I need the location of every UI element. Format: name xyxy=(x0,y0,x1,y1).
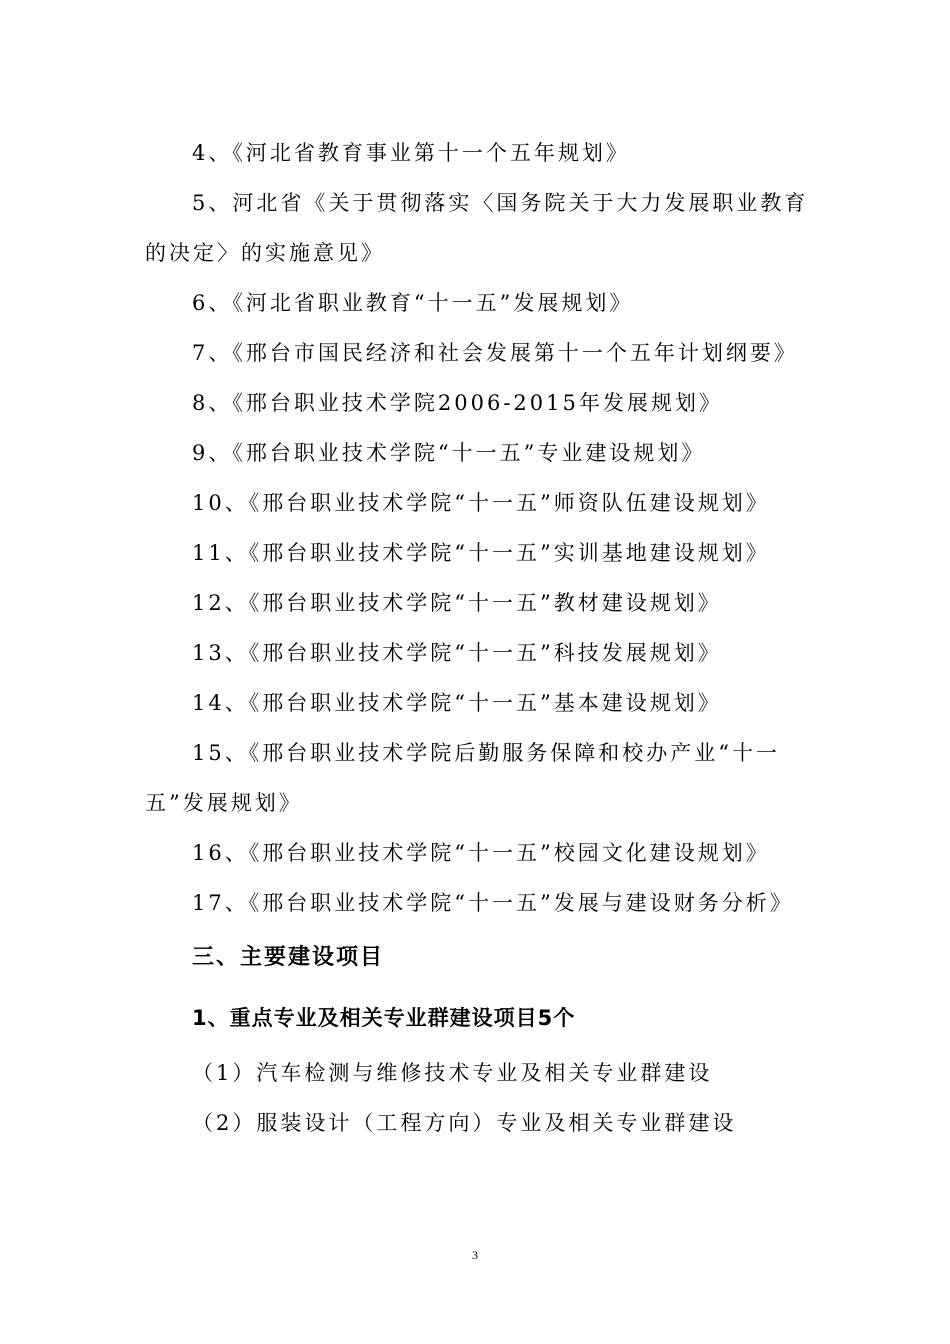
reference-item-17: 17、《邢台职业技术学院“十一五”发展与建设财务分析》 xyxy=(192,891,794,915)
section-subheading: 1、重点专业及相关专业群建设项目5个 xyxy=(192,1006,576,1030)
reference-item-5: 5、河北省《关于贯彻落实〈国务院关于大力发展职业教育的决定〉的实施意见》 xyxy=(145,191,809,265)
reference-item-14: 14、《邢台职业技术学院“十一五”基本建设规划》 xyxy=(192,691,722,715)
reference-item-11: 11、《邢台职业技术学院“十一五”实训基地建设规划》 xyxy=(192,541,770,565)
section-heading: 三、主要建设项目 xyxy=(192,945,385,970)
reference-item-7: 7、《邢台市国民经济和社会发展第十一个五年计划纲要》 xyxy=(192,341,798,365)
reference-item-10: 10、《邢台职业技术学院“十一五”师资队伍建设规划》 xyxy=(192,491,770,515)
project-item-2: （2）服装设计（工程方向）专业及相关专业群建设 xyxy=(192,1111,737,1135)
project-item-1: （1）汽车检测与维修技术专业及相关专业群建设 xyxy=(192,1061,713,1085)
reference-item-12: 12、《邢台职业技术学院“十一五”教材建设规划》 xyxy=(192,591,722,615)
reference-item-15: 15、《邢台职业技术学院后勤服务保障和校办产业“十一五”发展规划》 xyxy=(145,741,780,815)
reference-item-4: 4、《河北省教育事业第十一个五年规划》 xyxy=(192,141,630,165)
reference-item-6: 6、《河北省职业教育“十一五”发展规划》 xyxy=(192,291,634,315)
reference-item-9: 9、《邢台职业技术学院“十一五”专业建设规划》 xyxy=(192,441,706,465)
page-number: 3 xyxy=(472,1248,478,1262)
reference-item-8: 8、《邢台职业技术学院2006-2015年发展规划》 xyxy=(192,391,723,415)
reference-list xyxy=(145,128,810,1148)
reference-item-13: 13、《邢台职业技术学院“十一五”科技发展规划》 xyxy=(192,641,722,665)
reference-item-16: 16、《邢台职业技术学院“十一五”校园文化建设规划》 xyxy=(192,841,770,865)
